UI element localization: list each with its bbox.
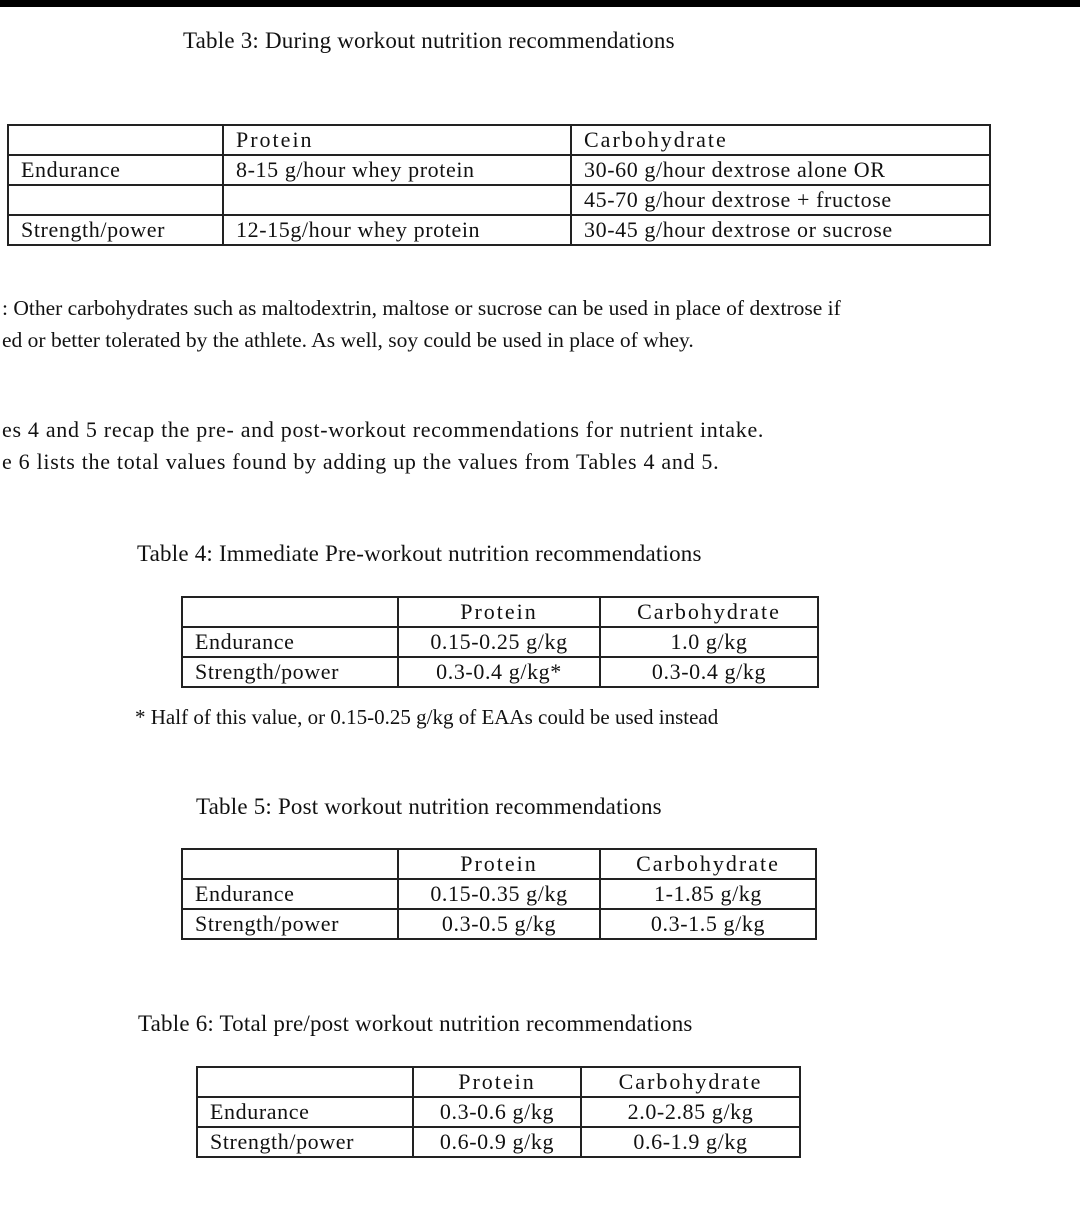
table-row [182, 657, 818, 687]
row-label: Strength/power [197, 1127, 413, 1157]
column-header-carbohydrate: Carbohydrate [571, 125, 990, 155]
table3 [7, 124, 991, 246]
table-cell: 45-70 g/hour dextrose + fructose [571, 185, 990, 215]
table-cell [8, 125, 223, 155]
table-row [8, 155, 990, 185]
column-header-carbohydrate: Carbohydrate [600, 849, 816, 879]
table-cell: 2.0-2.85 g/kg [581, 1097, 800, 1127]
table3-caption: Table 3: During workout nutrition recommendations [183, 28, 675, 53]
table-row [8, 215, 990, 245]
table-cell: 0.6-1.9 g/kg [581, 1127, 800, 1157]
table-row [8, 125, 990, 155]
table-cell: 12-15g/hour whey protein [223, 215, 571, 245]
table4-caption: Table 4: Immediate Pre-workout nutrition recommendations [137, 541, 702, 566]
recap-paragraph [2, 414, 764, 478]
table-cell: 1.0 g/kg [600, 627, 818, 657]
table-cell: 0.3-0.6 g/kg [413, 1097, 581, 1127]
row-label: Strength/power [8, 215, 223, 245]
top-border [0, 0, 1080, 7]
table5-caption: Table 5: Post workout nutrition recommendations [196, 794, 662, 819]
table-cell: 8-15 g/hour whey protein [223, 155, 571, 185]
table-cell: 0.3-1.5 g/kg [600, 909, 816, 939]
column-header-carbohydrate: Carbohydrate [600, 597, 818, 627]
column-header-protein: Protein [413, 1067, 581, 1097]
table-cell [197, 1067, 413, 1097]
table-cell: 1-1.85 g/kg [600, 879, 816, 909]
table-row [182, 597, 818, 627]
table-cell: 0.15-0.35 g/kg [398, 879, 600, 909]
table4-footnote: * Half of this value, or 0.15-0.25 g/kg of EAAs could be used instead [135, 705, 719, 729]
row-label: Endurance [182, 627, 398, 657]
table-cell [182, 597, 398, 627]
table6 [196, 1066, 801, 1158]
row-label: Endurance [182, 879, 398, 909]
row-label: Endurance [8, 155, 223, 185]
table-cell: 30-60 g/hour dextrose alone OR [571, 155, 990, 185]
row-label: Strength/power [182, 657, 398, 687]
table-cell: 0.3-0.4 g/kg [600, 657, 818, 687]
column-header-protein: Protein [398, 849, 600, 879]
table-row [197, 1067, 800, 1097]
column-header-protein: Protein [223, 125, 571, 155]
table5 [181, 848, 817, 940]
row-label: Endurance [197, 1097, 413, 1127]
column-header-carbohydrate: Carbohydrate [581, 1067, 800, 1097]
row-label: Strength/power [182, 909, 398, 939]
table-row [182, 909, 816, 939]
paragraph-line: e 6 lists the total values found by adding up the values from Tables 4 and 5. [2, 449, 720, 474]
table-row [197, 1097, 800, 1127]
table-cell: 30-45 g/hour dextrose or sucrose [571, 215, 990, 245]
table-row [8, 185, 990, 215]
table-cell: 0.3-0.4 g/kg* [398, 657, 600, 687]
row-label [8, 185, 223, 215]
column-header-protein: Protein [398, 597, 600, 627]
table-row [182, 879, 816, 909]
table-cell [223, 185, 571, 215]
table-row [182, 849, 816, 879]
table-cell: 0.3-0.5 g/kg [398, 909, 600, 939]
paragraph-line: es 4 and 5 recap the pre- and post-workout recommendations for nutrient intake. [2, 417, 765, 442]
table-cell: 0.6-0.9 g/kg [413, 1127, 581, 1157]
table-cell: 0.15-0.25 g/kg [398, 627, 600, 657]
paragraph-line: ed or better tolerated by the athlete. As well, soy could be used in place of whey. [2, 328, 694, 352]
paragraph-line: : Other carbohydrates such as maltodextrin, maltose or sucrose can be used in place of dextrose if [2, 296, 841, 320]
note-paragraph [2, 292, 841, 356]
table-row [182, 627, 818, 657]
table4 [181, 596, 819, 688]
table-row [197, 1127, 800, 1157]
table-cell [182, 849, 398, 879]
table6-caption: Table 6: Total pre/post workout nutrition recommendations [138, 1011, 693, 1036]
